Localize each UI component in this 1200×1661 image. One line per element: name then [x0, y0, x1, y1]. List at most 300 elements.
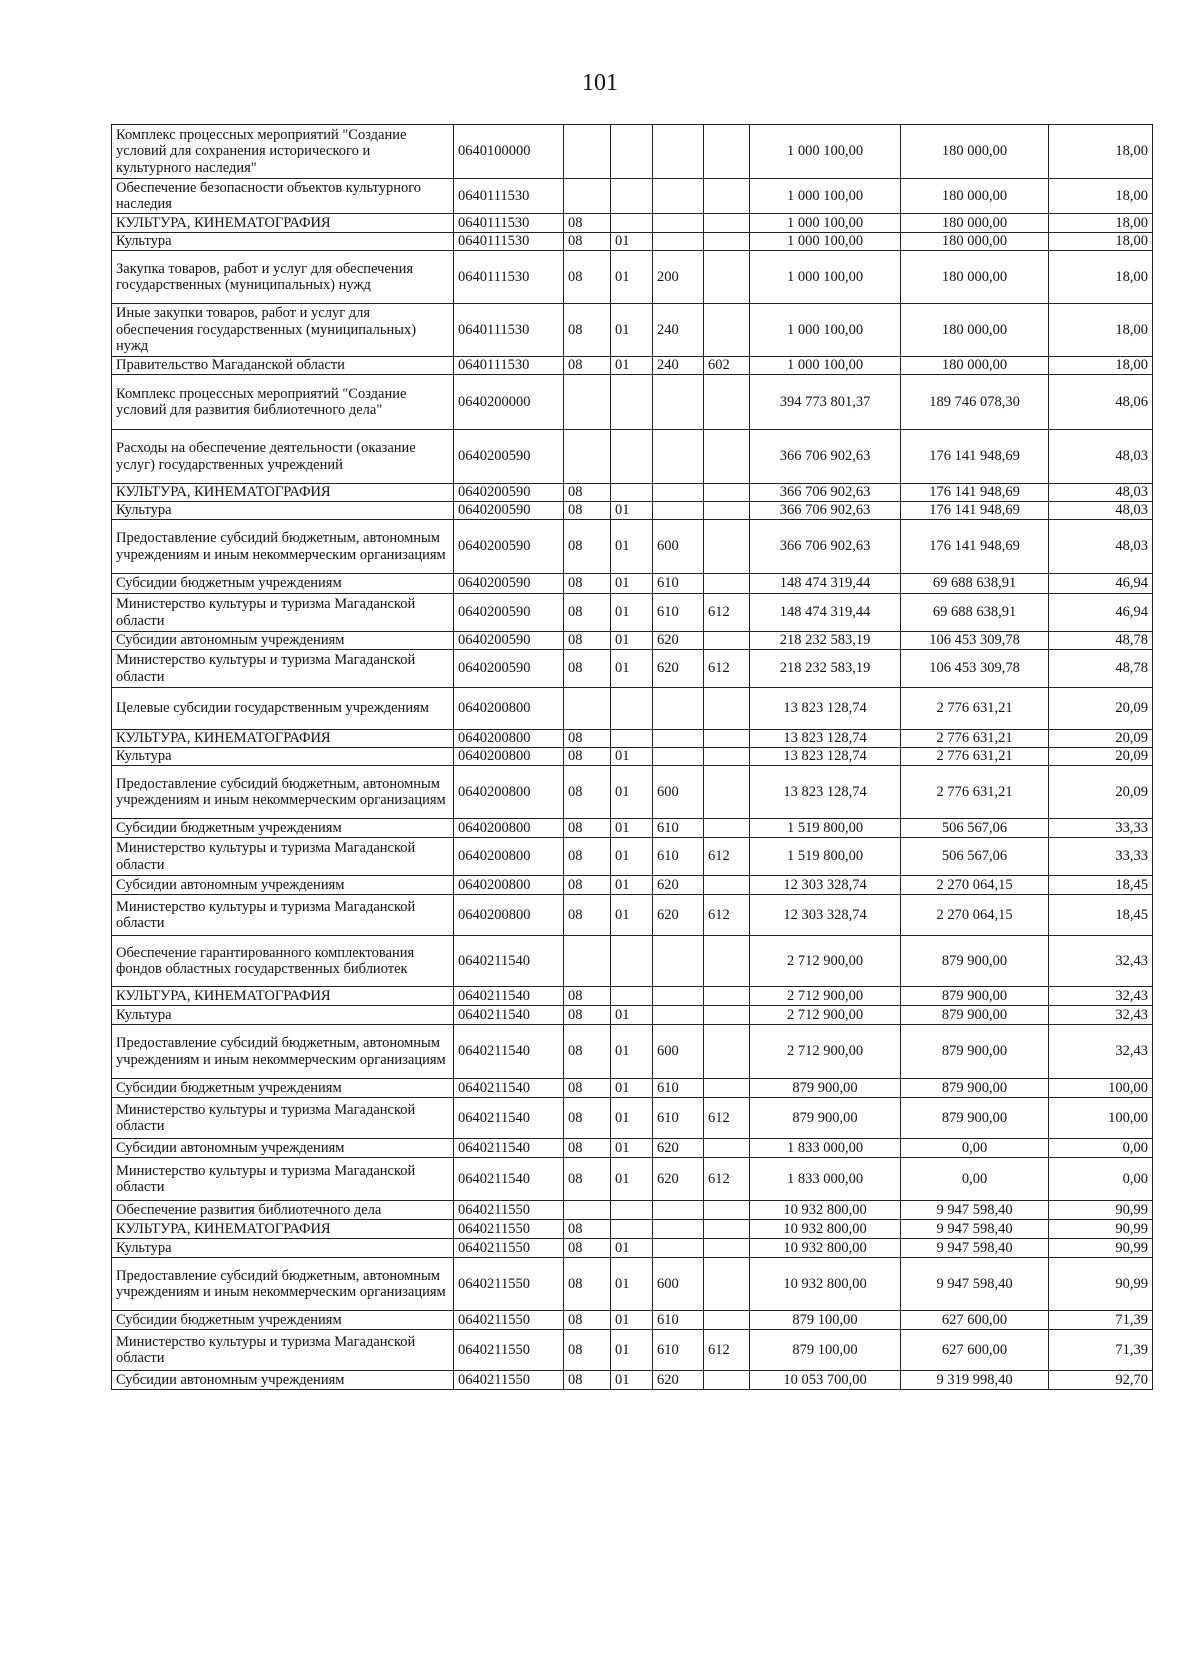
- target-article-cell: 0640211550: [454, 1258, 564, 1311]
- name-cell: КУЛЬТУРА, КИНЕМАТОГРАФИЯ: [112, 214, 454, 233]
- planned-amount-cell: 394 773 801,37: [750, 375, 901, 430]
- executed-amount-cell: 9 947 598,40: [901, 1239, 1049, 1258]
- name-cell: Культура: [112, 233, 454, 251]
- subsection-cell: [611, 987, 653, 1006]
- expense-type-cell: [653, 936, 704, 987]
- executed-amount-cell: 176 141 948,69: [901, 430, 1049, 484]
- planned-amount-cell: 2 712 900,00: [750, 1025, 901, 1079]
- table-row: [112, 688, 1153, 730]
- target-article-cell: 0640211540: [454, 1139, 564, 1158]
- subsection-cell: [611, 214, 653, 233]
- name-cell: Министерство культуры и туризма Магаданской области: [112, 594, 454, 632]
- target-article-cell: 0640211550: [454, 1311, 564, 1330]
- administrator-cell: [704, 1258, 750, 1311]
- table-row: [112, 125, 1153, 179]
- subsection-cell: 01: [611, 766, 653, 819]
- name-cell: Министерство культуры и туризма Магаданской области: [112, 838, 454, 876]
- expense-type-cell: 600: [653, 766, 704, 819]
- table-row: [112, 1239, 1153, 1258]
- target-article-cell: 0640200800: [454, 730, 564, 748]
- subsection-cell: [611, 375, 653, 430]
- target-article-cell: 0640200800: [454, 876, 564, 895]
- administrator-cell: [704, 766, 750, 819]
- section-cell: 08: [564, 594, 611, 632]
- planned-amount-cell: 12 303 328,74: [750, 895, 901, 936]
- table-row: [112, 430, 1153, 484]
- section-cell: 08: [564, 876, 611, 895]
- subsection-cell: 01: [611, 1139, 653, 1158]
- executed-amount-cell: 180 000,00: [901, 214, 1049, 233]
- executed-amount-cell: 0,00: [901, 1139, 1049, 1158]
- section-cell: 08: [564, 214, 611, 233]
- expense-type-cell: 240: [653, 304, 704, 357]
- administrator-cell: 612: [704, 1330, 750, 1371]
- name-cell: Предоставление субсидий бюджетным, автономным учреждениям и иным некоммерческим организациям: [112, 1258, 454, 1311]
- executed-amount-cell: 9 319 998,40: [901, 1371, 1049, 1390]
- target-article-cell: 0640200800: [454, 748, 564, 766]
- table-row: [112, 1201, 1153, 1220]
- execution-percent-cell: 71,39: [1049, 1311, 1153, 1330]
- name-cell: Предоставление субсидий бюджетным, автономным учреждениям и иным некоммерческим организациям: [112, 520, 454, 574]
- target-article-cell: 0640200590: [454, 502, 564, 520]
- subsection-cell: 01: [611, 304, 653, 357]
- planned-amount-cell: 218 232 583,19: [750, 632, 901, 650]
- table-row: [112, 766, 1153, 819]
- target-article-cell: 0640211540: [454, 1025, 564, 1079]
- section-cell: 08: [564, 650, 611, 688]
- planned-amount-cell: 13 823 128,74: [750, 748, 901, 766]
- execution-percent-cell: 71,39: [1049, 1330, 1153, 1371]
- name-cell: Предоставление субсидий бюджетным, автономным учреждениям и иным некоммерческим организациям: [112, 766, 454, 819]
- execution-percent-cell: 48,06: [1049, 375, 1153, 430]
- planned-amount-cell: 1 000 100,00: [750, 214, 901, 233]
- execution-percent-cell: 32,43: [1049, 987, 1153, 1006]
- execution-percent-cell: 48,03: [1049, 484, 1153, 502]
- administrator-cell: [704, 1139, 750, 1158]
- executed-amount-cell: 2 270 064,15: [901, 876, 1049, 895]
- name-cell: Культура: [112, 502, 454, 520]
- expense-type-cell: 200: [653, 251, 704, 304]
- subsection-cell: [611, 125, 653, 179]
- target-article-cell: 0640211550: [454, 1201, 564, 1220]
- table-body: [112, 125, 1153, 1390]
- table-row: [112, 1330, 1153, 1371]
- target-article-cell: 0640211550: [454, 1239, 564, 1258]
- subsection-cell: 01: [611, 1258, 653, 1311]
- expense-type-cell: 600: [653, 1258, 704, 1311]
- administrator-cell: [704, 1239, 750, 1258]
- section-cell: [564, 375, 611, 430]
- executed-amount-cell: 180 000,00: [901, 233, 1049, 251]
- expense-type-cell: [653, 484, 704, 502]
- subsection-cell: [611, 430, 653, 484]
- planned-amount-cell: 879 100,00: [750, 1311, 901, 1330]
- section-cell: 08: [564, 1371, 611, 1390]
- executed-amount-cell: 189 746 078,30: [901, 375, 1049, 430]
- table-row: [112, 936, 1153, 987]
- planned-amount-cell: 366 706 902,63: [750, 484, 901, 502]
- name-cell: Субсидии бюджетным учреждениям: [112, 1079, 454, 1098]
- table-row: [112, 1311, 1153, 1330]
- section-cell: 08: [564, 1258, 611, 1311]
- executed-amount-cell: 879 900,00: [901, 1006, 1049, 1025]
- administrator-cell: 612: [704, 1098, 750, 1139]
- administrator-cell: 612: [704, 895, 750, 936]
- table-row: [112, 1220, 1153, 1239]
- name-cell: Обеспечение безопасности объектов культурного наследия: [112, 179, 454, 214]
- subsection-cell: 01: [611, 838, 653, 876]
- execution-percent-cell: 20,09: [1049, 688, 1153, 730]
- planned-amount-cell: 10 053 700,00: [750, 1371, 901, 1390]
- expense-type-cell: 620: [653, 650, 704, 688]
- section-cell: 08: [564, 520, 611, 574]
- subsection-cell: 01: [611, 357, 653, 375]
- execution-percent-cell: 90,99: [1049, 1201, 1153, 1220]
- planned-amount-cell: 13 823 128,74: [750, 688, 901, 730]
- administrator-cell: [704, 876, 750, 895]
- name-cell: Целевые субсидии государственным учреждениям: [112, 688, 454, 730]
- section-cell: 08: [564, 1158, 611, 1201]
- administrator-cell: [704, 484, 750, 502]
- section-cell: 08: [564, 357, 611, 375]
- subsection-cell: 01: [611, 1006, 653, 1025]
- executed-amount-cell: 879 900,00: [901, 1098, 1049, 1139]
- name-cell: Субсидии автономным учреждениям: [112, 876, 454, 895]
- execution-percent-cell: 0,00: [1049, 1158, 1153, 1201]
- name-cell: Субсидии автономным учреждениям: [112, 632, 454, 650]
- section-cell: 08: [564, 1098, 611, 1139]
- execution-percent-cell: 20,09: [1049, 766, 1153, 819]
- target-article-cell: 0640111530: [454, 251, 564, 304]
- subsection-cell: 01: [611, 876, 653, 895]
- planned-amount-cell: 12 303 328,74: [750, 876, 901, 895]
- executed-amount-cell: 180 000,00: [901, 251, 1049, 304]
- name-cell: Субсидии автономным учреждениям: [112, 1371, 454, 1390]
- expense-type-cell: 600: [653, 1025, 704, 1079]
- subsection-cell: 01: [611, 819, 653, 838]
- name-cell: Расходы на обеспечение деятельности (оказание услуг) государственных учреждений: [112, 430, 454, 484]
- target-article-cell: 0640200800: [454, 895, 564, 936]
- planned-amount-cell: 13 823 128,74: [750, 766, 901, 819]
- planned-amount-cell: 10 932 800,00: [750, 1220, 901, 1239]
- expense-type-cell: 620: [653, 1139, 704, 1158]
- executed-amount-cell: 9 947 598,40: [901, 1220, 1049, 1239]
- execution-percent-cell: 18,45: [1049, 876, 1153, 895]
- execution-percent-cell: 18,00: [1049, 233, 1153, 251]
- administrator-cell: [704, 987, 750, 1006]
- subsection-cell: 01: [611, 1079, 653, 1098]
- administrator-cell: [704, 936, 750, 987]
- section-cell: 08: [564, 1239, 611, 1258]
- execution-percent-cell: 20,09: [1049, 730, 1153, 748]
- administrator-cell: [704, 179, 750, 214]
- expense-type-cell: 620: [653, 1158, 704, 1201]
- section-cell: 08: [564, 1139, 611, 1158]
- administrator-cell: [704, 730, 750, 748]
- table-row: [112, 1098, 1153, 1139]
- execution-percent-cell: 0,00: [1049, 1139, 1153, 1158]
- planned-amount-cell: 2 712 900,00: [750, 936, 901, 987]
- execution-percent-cell: 90,99: [1049, 1220, 1153, 1239]
- executed-amount-cell: 0,00: [901, 1158, 1049, 1201]
- table-row: [112, 895, 1153, 936]
- subsection-cell: 01: [611, 1158, 653, 1201]
- table-row: [112, 987, 1153, 1006]
- administrator-cell: [704, 251, 750, 304]
- planned-amount-cell: 2 712 900,00: [750, 987, 901, 1006]
- execution-percent-cell: 18,00: [1049, 357, 1153, 375]
- administrator-cell: [704, 748, 750, 766]
- planned-amount-cell: 10 932 800,00: [750, 1258, 901, 1311]
- execution-percent-cell: 46,94: [1049, 574, 1153, 594]
- name-cell: Министерство культуры и туризма Магаданской области: [112, 895, 454, 936]
- section-cell: 08: [564, 987, 611, 1006]
- administrator-cell: [704, 1025, 750, 1079]
- name-cell: Субсидии бюджетным учреждениям: [112, 819, 454, 838]
- section-cell: 08: [564, 730, 611, 748]
- planned-amount-cell: 879 900,00: [750, 1098, 901, 1139]
- executed-amount-cell: 106 453 309,78: [901, 632, 1049, 650]
- expense-type-cell: [653, 1220, 704, 1239]
- executed-amount-cell: 2 776 631,21: [901, 688, 1049, 730]
- execution-percent-cell: 100,00: [1049, 1098, 1153, 1139]
- executed-amount-cell: 2 270 064,15: [901, 895, 1049, 936]
- administrator-cell: [704, 430, 750, 484]
- planned-amount-cell: 1 000 100,00: [750, 179, 901, 214]
- target-article-cell: 0640211540: [454, 936, 564, 987]
- target-article-cell: 0640200590: [454, 520, 564, 574]
- table-row: [112, 251, 1153, 304]
- planned-amount-cell: 879 900,00: [750, 1079, 901, 1098]
- administrator-cell: [704, 520, 750, 574]
- subsection-cell: 01: [611, 520, 653, 574]
- execution-percent-cell: 32,43: [1049, 1025, 1153, 1079]
- section-cell: [564, 1201, 611, 1220]
- executed-amount-cell: 879 900,00: [901, 987, 1049, 1006]
- execution-percent-cell: 48,03: [1049, 430, 1153, 484]
- execution-percent-cell: 18,00: [1049, 304, 1153, 357]
- target-article-cell: 0640111530: [454, 304, 564, 357]
- planned-amount-cell: 366 706 902,63: [750, 502, 901, 520]
- expense-type-cell: 600: [653, 520, 704, 574]
- execution-percent-cell: 90,99: [1049, 1258, 1153, 1311]
- name-cell: Субсидии бюджетным учреждениям: [112, 1311, 454, 1330]
- administrator-cell: [704, 304, 750, 357]
- planned-amount-cell: 1 000 100,00: [750, 304, 901, 357]
- expense-type-cell: [653, 730, 704, 748]
- name-cell: Иные закупки товаров, работ и услуг для обеспечения государственных (муниципальных) нужд: [112, 304, 454, 357]
- execution-percent-cell: 20,09: [1049, 748, 1153, 766]
- planned-amount-cell: 218 232 583,19: [750, 650, 901, 688]
- table-row: [112, 375, 1153, 430]
- name-cell: Министерство культуры и туризма Магаданской области: [112, 1158, 454, 1201]
- executed-amount-cell: 2 776 631,21: [901, 766, 1049, 819]
- subsection-cell: 01: [611, 502, 653, 520]
- executed-amount-cell: 506 567,06: [901, 819, 1049, 838]
- executed-amount-cell: 2 776 631,21: [901, 748, 1049, 766]
- name-cell: Министерство культуры и туризма Магаданской области: [112, 1098, 454, 1139]
- subsection-cell: 01: [611, 1098, 653, 1139]
- table-row: [112, 1139, 1153, 1158]
- section-cell: [564, 179, 611, 214]
- table-row: [112, 357, 1153, 375]
- subsection-cell: 01: [611, 1330, 653, 1371]
- execution-percent-cell: 48,03: [1049, 502, 1153, 520]
- subsection-cell: 01: [611, 574, 653, 594]
- budget-table: [111, 124, 1153, 1390]
- section-cell: 08: [564, 1006, 611, 1025]
- expense-type-cell: [653, 179, 704, 214]
- target-article-cell: 0640200590: [454, 594, 564, 632]
- table-row: [112, 574, 1153, 594]
- planned-amount-cell: 1 000 100,00: [750, 233, 901, 251]
- subsection-cell: 01: [611, 594, 653, 632]
- subsection-cell: 01: [611, 251, 653, 304]
- target-article-cell: 0640200590: [454, 650, 564, 688]
- name-cell: Министерство культуры и туризма Магаданской области: [112, 1330, 454, 1371]
- target-article-cell: 0640111530: [454, 357, 564, 375]
- execution-percent-cell: 48,78: [1049, 650, 1153, 688]
- subsection-cell: [611, 1201, 653, 1220]
- target-article-cell: 0640111530: [454, 179, 564, 214]
- execution-percent-cell: 18,00: [1049, 125, 1153, 179]
- target-article-cell: 0640200590: [454, 574, 564, 594]
- executed-amount-cell: 176 141 948,69: [901, 502, 1049, 520]
- name-cell: КУЛЬТУРА, КИНЕМАТОГРАФИЯ: [112, 987, 454, 1006]
- executed-amount-cell: 879 900,00: [901, 1079, 1049, 1098]
- expense-type-cell: 610: [653, 1311, 704, 1330]
- table-row: [112, 594, 1153, 632]
- expense-type-cell: 240: [653, 357, 704, 375]
- expense-type-cell: 610: [653, 574, 704, 594]
- section-cell: 08: [564, 304, 611, 357]
- name-cell: Комплекс процессных мероприятий "Создание условий для развития библиотечного дела": [112, 375, 454, 430]
- executed-amount-cell: 879 900,00: [901, 936, 1049, 987]
- section-cell: 08: [564, 1220, 611, 1239]
- planned-amount-cell: 1 833 000,00: [750, 1139, 901, 1158]
- expense-type-cell: 620: [653, 876, 704, 895]
- expense-type-cell: 610: [653, 838, 704, 876]
- administrator-cell: [704, 214, 750, 233]
- section-cell: 08: [564, 1079, 611, 1098]
- expense-type-cell: [653, 502, 704, 520]
- section-cell: 08: [564, 1311, 611, 1330]
- name-cell: Культура: [112, 1239, 454, 1258]
- target-article-cell: 0640211540: [454, 1098, 564, 1139]
- section-cell: 08: [564, 484, 611, 502]
- name-cell: КУЛЬТУРА, КИНЕМАТОГРАФИЯ: [112, 484, 454, 502]
- expense-type-cell: [653, 1239, 704, 1258]
- subsection-cell: 01: [611, 1371, 653, 1390]
- expense-type-cell: [653, 430, 704, 484]
- planned-amount-cell: 148 474 319,44: [750, 574, 901, 594]
- subsection-cell: [611, 1220, 653, 1239]
- administrator-cell: [704, 1079, 750, 1098]
- target-article-cell: 0640200590: [454, 430, 564, 484]
- table-row: [112, 1371, 1153, 1390]
- subsection-cell: [611, 484, 653, 502]
- planned-amount-cell: 10 932 800,00: [750, 1201, 901, 1220]
- expense-type-cell: 620: [653, 895, 704, 936]
- planned-amount-cell: 1 833 000,00: [750, 1158, 901, 1201]
- section-cell: [564, 125, 611, 179]
- administrator-cell: 612: [704, 650, 750, 688]
- administrator-cell: 602: [704, 357, 750, 375]
- section-cell: 08: [564, 233, 611, 251]
- executed-amount-cell: 69 688 638,91: [901, 574, 1049, 594]
- target-article-cell: 0640200800: [454, 819, 564, 838]
- executed-amount-cell: 627 600,00: [901, 1330, 1049, 1371]
- execution-percent-cell: 18,45: [1049, 895, 1153, 936]
- table-row: [112, 632, 1153, 650]
- target-article-cell: 0640211540: [454, 1158, 564, 1201]
- expense-type-cell: 620: [653, 632, 704, 650]
- table-row: [112, 876, 1153, 895]
- expense-type-cell: [653, 1201, 704, 1220]
- execution-percent-cell: 92,70: [1049, 1371, 1153, 1390]
- subsection-cell: [611, 688, 653, 730]
- administrator-cell: [704, 1311, 750, 1330]
- subsection-cell: 01: [611, 895, 653, 936]
- expense-type-cell: [653, 233, 704, 251]
- expense-type-cell: 610: [653, 1330, 704, 1371]
- executed-amount-cell: 69 688 638,91: [901, 594, 1049, 632]
- planned-amount-cell: 1 519 800,00: [750, 838, 901, 876]
- planned-amount-cell: 148 474 319,44: [750, 594, 901, 632]
- execution-percent-cell: 46,94: [1049, 594, 1153, 632]
- subsection-cell: 01: [611, 632, 653, 650]
- target-article-cell: 0640200590: [454, 632, 564, 650]
- execution-percent-cell: 100,00: [1049, 1079, 1153, 1098]
- expense-type-cell: [653, 1006, 704, 1025]
- table-row: [112, 1079, 1153, 1098]
- execution-percent-cell: 32,43: [1049, 1006, 1153, 1025]
- table-row: [112, 179, 1153, 214]
- table-row: [112, 1025, 1153, 1079]
- target-article-cell: 0640211540: [454, 1079, 564, 1098]
- table-row: [112, 1006, 1153, 1025]
- section-cell: 08: [564, 251, 611, 304]
- administrator-cell: 612: [704, 838, 750, 876]
- table-row: [112, 1258, 1153, 1311]
- executed-amount-cell: 2 776 631,21: [901, 730, 1049, 748]
- expense-type-cell: [653, 214, 704, 233]
- table-row: [112, 819, 1153, 838]
- expense-type-cell: 610: [653, 1098, 704, 1139]
- subsection-cell: [611, 936, 653, 987]
- target-article-cell: 0640211550: [454, 1330, 564, 1371]
- executed-amount-cell: 506 567,06: [901, 838, 1049, 876]
- section-cell: [564, 936, 611, 987]
- execution-percent-cell: 33,33: [1049, 819, 1153, 838]
- section-cell: 08: [564, 895, 611, 936]
- executed-amount-cell: 106 453 309,78: [901, 650, 1049, 688]
- planned-amount-cell: 1 519 800,00: [750, 819, 901, 838]
- executed-amount-cell: 627 600,00: [901, 1311, 1049, 1330]
- executed-amount-cell: 180 000,00: [901, 125, 1049, 179]
- administrator-cell: [704, 1006, 750, 1025]
- subsection-cell: [611, 730, 653, 748]
- planned-amount-cell: 10 932 800,00: [750, 1239, 901, 1258]
- target-article-cell: 0640211550: [454, 1371, 564, 1390]
- section-cell: 08: [564, 748, 611, 766]
- executed-amount-cell: 9 947 598,40: [901, 1201, 1049, 1220]
- administrator-cell: [704, 819, 750, 838]
- administrator-cell: [704, 1371, 750, 1390]
- planned-amount-cell: 13 823 128,74: [750, 730, 901, 748]
- administrator-cell: [704, 375, 750, 430]
- page-number: 101: [582, 70, 618, 96]
